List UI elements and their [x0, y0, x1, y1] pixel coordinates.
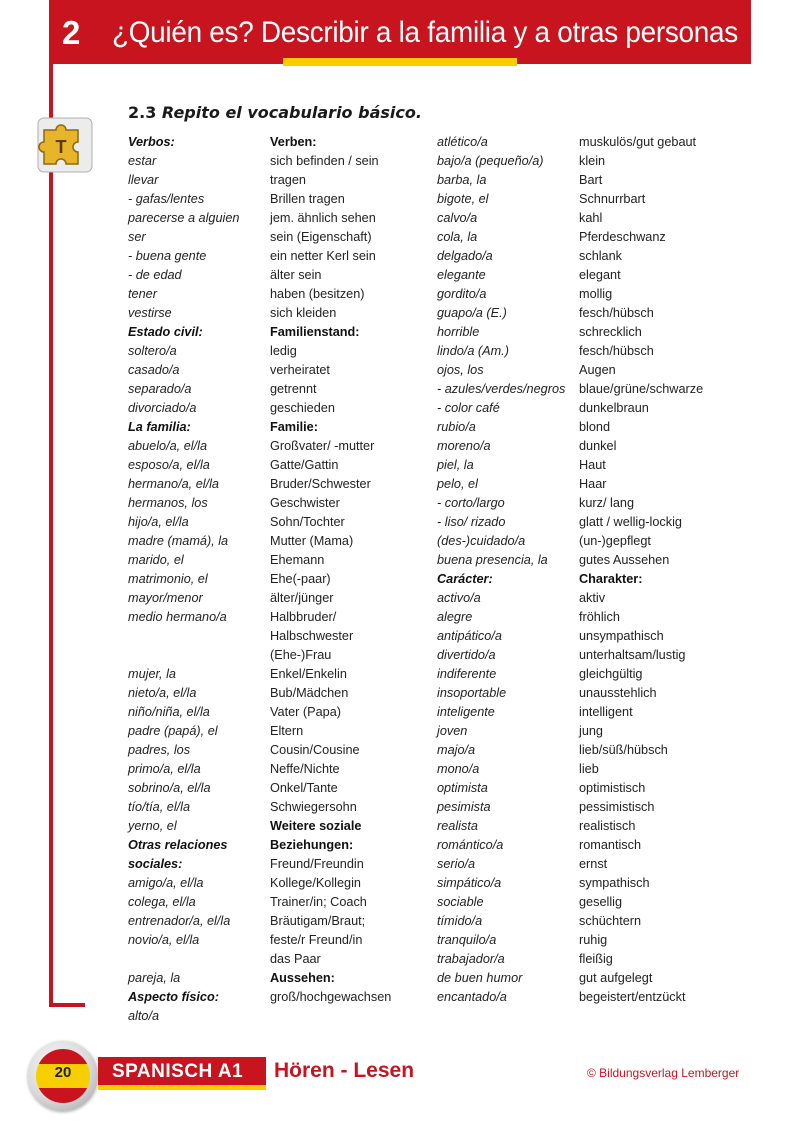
vocab-entry: schüchtern	[579, 914, 642, 928]
vocab-entry: elegant	[579, 268, 621, 282]
vocab-entry: vestirse	[128, 306, 172, 320]
vocab-entry: Schwiegersohn	[270, 800, 357, 814]
vocab-entry: sociable	[437, 895, 484, 909]
vocab-entry: realistisch	[579, 819, 636, 833]
vocab-entry: cola, la	[437, 230, 478, 244]
vocab-entry: Großvater/ -mutter	[270, 439, 375, 453]
vocab-column-spanish-2	[437, 133, 565, 1007]
vocab-entry: fleißig	[579, 952, 613, 966]
vocab-entry: divorciado/a	[128, 401, 197, 415]
vocab-category-heading: Weitere soziale	[270, 819, 362, 833]
vocab-entry: Bräutigam/Braut;	[270, 914, 366, 928]
vocab-entry: gesellig	[579, 895, 623, 909]
vocab-entry: pesimista	[437, 800, 491, 814]
vocab-entry: Schnurrbart	[579, 192, 646, 206]
vocab-entry: esposo/a, el/la	[128, 458, 210, 472]
vocab-entry: indiferente	[437, 667, 497, 681]
vocab-entry: gutes Aussehen	[579, 553, 670, 567]
vocab-entry: bigote, el	[437, 192, 489, 206]
vocab-entry: groß/hochgewachsen	[270, 990, 392, 1004]
vocab-entry: llevar	[128, 173, 159, 187]
vocab-entry: majo/a	[437, 743, 476, 757]
vocab-entry: - color café	[437, 401, 500, 415]
vocab-column-spanish-1	[128, 133, 239, 1026]
vocab-entry: Bruder/Schwester	[270, 477, 371, 491]
vocab-entry: dunkel	[579, 439, 617, 453]
vocab-entry: ernst	[579, 857, 608, 871]
vocab-entry: (un-)gepflegt	[579, 534, 651, 548]
vocab-entry: - gafas/lentes	[128, 192, 205, 206]
vocab-entry: Haut	[579, 458, 606, 472]
vocab-category-heading: Otras relaciones	[128, 838, 228, 852]
left-frame-line	[49, 64, 53, 1006]
vocab-entry: delgado/a	[437, 249, 493, 263]
vocab-column-german-2	[579, 133, 703, 1007]
vocab-category-heading: Aspecto físico:	[128, 990, 219, 1004]
vocab-entry: ein netter Kerl sein	[270, 249, 376, 263]
vocab-entry: soltero/a	[128, 344, 177, 358]
vocab-entry: schrecklich	[579, 325, 642, 339]
vocab-entry: begeistert/entzückt	[579, 990, 686, 1004]
section-heading	[128, 103, 422, 122]
vocab-entry: Ehe(-paar)	[270, 572, 331, 586]
vocab-entry: kurz/ lang	[579, 496, 635, 510]
vocab-entry: buena presencia, la	[437, 553, 548, 567]
vocab-entry: fesch/hübsch	[579, 344, 654, 358]
vocab-entry: intelligent	[579, 705, 633, 719]
vocab-entry: unausstehlich	[579, 686, 657, 700]
vocab-entry: Bub/Mädchen	[270, 686, 349, 700]
vocab-category-heading: Familie:	[270, 420, 318, 434]
vocab-entry: blaue/grüne/schwarze	[579, 382, 704, 396]
vocab-entry: atlético/a	[437, 135, 488, 149]
vocab-entry: nieto/a, el/la	[128, 686, 197, 700]
vocab-entry: pessimistisch	[579, 800, 655, 814]
vocab-entry: tener	[128, 287, 157, 301]
vocab-entry: padres, los	[128, 743, 191, 757]
section-title-text: Repito el vocabulario básico.	[161, 103, 422, 122]
vocab-entry: Eltern	[270, 724, 304, 738]
vocab-entry: yerno, el	[128, 819, 177, 833]
vocab-entry: Kollege/Kollegin	[270, 876, 361, 890]
vocab-entry: pelo, el	[437, 477, 478, 491]
vocab-entry: unsympathisch	[579, 629, 664, 643]
vocab-entry: - buena gente	[128, 249, 207, 263]
vocab-entry: - azules/verdes/negros	[437, 382, 566, 396]
vocab-entry: Halbschwester	[270, 629, 354, 643]
vocab-category-heading: Aussehen:	[270, 971, 335, 985]
vocab-entry: tranquilo/a	[437, 933, 497, 947]
vocab-entry: simpático/a	[437, 876, 502, 890]
vocab-entry: (des-)cuidado/a	[437, 534, 526, 548]
vocab-entry: Haar	[579, 477, 607, 491]
vocab-entry: jung	[579, 724, 603, 738]
vocab-entry: de buen humor	[437, 971, 523, 985]
vocab-entry: joven	[437, 724, 468, 738]
vocab-entry: sich kleiden	[270, 306, 337, 320]
vocab-entry: muskulös/gut gebaut	[579, 135, 697, 149]
vocab-entry: realista	[437, 819, 478, 833]
vocab-entry: optimista	[437, 781, 488, 795]
vocab-entry: - corto/largo	[437, 496, 505, 510]
vocab-entry: gleichgültig	[579, 667, 643, 681]
page-number: 20	[54, 1064, 72, 1081]
vocab-entry: verheiratet	[270, 363, 330, 377]
vocab-entry: - liso/ rizado	[437, 515, 506, 529]
vocab-entry: feste/r Freund/in	[270, 933, 363, 947]
vocab-entry: unterhaltsam/lustig	[579, 648, 686, 662]
footer-yellow-stripe	[98, 1085, 266, 1090]
vocab-entry: Sohn/Tochter	[270, 515, 345, 529]
vocab-entry: - de edad	[128, 268, 182, 282]
vocab-entry: haben (besitzen)	[270, 287, 365, 301]
vocab-entry: geschieden	[270, 401, 335, 415]
vocab-entry: marido, el	[128, 553, 184, 567]
vocab-entry: novio/a, el/la	[128, 933, 200, 947]
vocab-category-heading: La familia:	[128, 420, 191, 434]
vocab-entry: mono/a	[437, 762, 480, 776]
puzzle-letter: T	[55, 137, 67, 157]
vocab-entry: inteligente	[437, 705, 495, 719]
vocab-entry: rubio/a	[437, 420, 476, 434]
vocab-entry: elegante	[437, 268, 486, 282]
vocab-entry: abuelo/a, el/la	[128, 439, 208, 453]
vocab-entry: tímido/a	[437, 914, 483, 928]
vocab-entry: barba, la	[437, 173, 487, 187]
vocab-entry: entrenador/a, el/la	[128, 914, 231, 928]
vocab-entry: Bart	[579, 173, 603, 187]
vocab-entry: piel, la	[437, 458, 474, 472]
puzzle-icon	[36, 116, 94, 174]
vocab-category-heading: Familienstand:	[270, 325, 360, 339]
vocab-entry: älter/jünger	[270, 591, 334, 605]
vocab-entry: mayor/menor	[128, 591, 203, 605]
vocab-entry: pareja, la	[128, 971, 181, 985]
vocab-entry: madre (mamá), la	[128, 534, 229, 548]
vocab-entry: sympathisch	[579, 876, 650, 890]
vocab-entry: Onkel/Tante	[270, 781, 338, 795]
vocab-entry: bajo/a (pequeño/a)	[437, 154, 544, 168]
vocab-entry: glatt / wellig-lockig	[579, 515, 682, 529]
vocab-entry: Pferdeschwanz	[579, 230, 666, 244]
vocab-entry: hijo/a, el/la	[128, 515, 189, 529]
vocab-entry: trabajador/a	[437, 952, 505, 966]
vocab-entry: lieb/süß/hübsch	[579, 743, 668, 757]
vocab-entry: lindo/a (Am.)	[437, 344, 509, 358]
bottom-frame-tick	[49, 1003, 85, 1007]
vocab-entry: optimistisch	[579, 781, 646, 795]
vocab-entry: Neffe/Nichte	[270, 762, 340, 776]
vocab-entry: tío/tía, el/la	[128, 800, 191, 814]
vocab-entry: encantado/a	[437, 990, 507, 1004]
vocab-entry: antipático/a	[437, 629, 502, 643]
vocab-entry: padre (papá), el	[128, 724, 218, 738]
vocab-entry: fröhlich	[579, 610, 620, 624]
vocab-entry: colega, el/la	[128, 895, 196, 909]
vocab-entry: klein	[579, 154, 606, 168]
vocab-entry: moreno/a	[437, 439, 491, 453]
vocab-entry: medio hermano/a	[128, 610, 227, 624]
vocab-entry: Vater (Papa)	[270, 705, 341, 719]
vocab-entry: Gatte/Gattin	[270, 458, 339, 472]
vocab-entry: Halbbruder/	[270, 610, 337, 624]
vocab-entry: insoportable	[437, 686, 507, 700]
vocab-entry: serio/a	[437, 857, 476, 871]
vocab-entry: mujer, la	[128, 667, 176, 681]
vocab-entry	[128, 646, 239, 665]
vocab-entry: gut aufgelegt	[579, 971, 653, 985]
vocab-entry: Freund/Freundin	[270, 857, 364, 871]
vocab-entry: romantisch	[579, 838, 642, 852]
vocab-entry: niño/niña, el/la	[128, 705, 210, 719]
chapter-number: 2	[62, 14, 81, 51]
vocab-category-heading: Estado civil:	[128, 325, 203, 339]
vocab-entry: alegre	[437, 610, 473, 624]
footer-brand: SPANISCH A1	[112, 1061, 244, 1082]
vocab-entry: Cousin/Cousine	[270, 743, 360, 757]
vocab-column-german-1	[270, 133, 391, 1007]
vocab-entry: lieb	[579, 762, 599, 776]
vocab-entry: matrimonio, el	[128, 572, 208, 586]
vocab-entry: getrennt	[270, 382, 317, 396]
vocab-entry: blond	[579, 420, 611, 434]
vocab-entry	[128, 950, 239, 969]
vocab-category-heading: Charakter:	[579, 572, 643, 586]
footer-subtitle: Hören - Lesen	[274, 1059, 415, 1082]
vocab-entry: jem. ähnlich sehen	[270, 211, 376, 225]
vocab-category-heading: Verbos:	[128, 135, 175, 149]
vocab-entry: Trainer/in; Coach	[270, 895, 367, 909]
vocab-entry: sich befinden / sein	[270, 154, 379, 168]
vocab-entry: kahl	[579, 211, 603, 225]
vocab-entry: ruhig	[579, 933, 608, 947]
vocab-entry: guapo/a (E.)	[437, 306, 507, 320]
vocab-entry: sobrino/a, el/la	[128, 781, 211, 795]
vocab-entry: estar	[128, 154, 157, 168]
vocab-entry: separado/a	[128, 382, 192, 396]
vocab-entry: amigo/a, el/la	[128, 876, 204, 890]
chapter-title: ¿Quién es? Describir a la familia y a otras personas	[112, 16, 738, 49]
vocab-entry: ledig	[270, 344, 297, 358]
footer-copyright: © Bildungsverlag Lemberger	[587, 1066, 740, 1080]
vocab-entry: Ehemann	[270, 553, 325, 567]
vocab-category-heading: sociales:	[128, 857, 183, 871]
vocab-entry: gordito/a	[437, 287, 487, 301]
vocab-entry: älter sein	[270, 268, 322, 282]
vocab-entry: Augen	[579, 363, 616, 377]
vocab-entry: (Ehe-)Frau	[270, 648, 332, 662]
vocab-entry: horrible	[437, 325, 480, 339]
vocab-entry: sein (Eigenschaft)	[270, 230, 372, 244]
vocab-entry: das Paar	[270, 952, 321, 966]
vocab-entry	[128, 627, 239, 646]
vocab-entry: romántico/a	[437, 838, 504, 852]
vocab-entry: fesch/hübsch	[579, 306, 654, 320]
vocab-entry: ser	[128, 230, 146, 244]
vocab-entry: hermano/a, el/la	[128, 477, 219, 491]
vocab-entry: aktiv	[579, 591, 606, 605]
vocab-entry: Geschwister	[270, 496, 340, 510]
vocab-entry: divertido/a	[437, 648, 496, 662]
header-yellow-stripe	[283, 58, 517, 66]
vocab-entry: calvo/a	[437, 211, 478, 225]
vocab-entry: ojos, los	[437, 363, 484, 377]
vocab-entry: Mutter (Mama)	[270, 534, 354, 548]
vocab-entry: schlank	[579, 249, 623, 263]
vocab-entry: parecerse a alguien	[128, 211, 240, 225]
vocab-category-heading: Verben:	[270, 135, 317, 149]
vocab-entry: hermanos, los	[128, 496, 208, 510]
vocab-entry: activo/a	[437, 591, 481, 605]
vocab-entry: tragen	[270, 173, 306, 187]
vocab-entry: Enkel/Enkelin	[270, 667, 347, 681]
vocab-entry: casado/a	[128, 363, 180, 377]
section-number: 2.3	[128, 103, 157, 122]
vocab-entry: dunkelbraun	[579, 401, 649, 415]
vocab-entry: mollig	[579, 287, 613, 301]
vocab-category-heading: Carácter:	[437, 572, 493, 586]
vocab-category-heading: Beziehungen:	[270, 838, 354, 852]
vocab-entry: primo/a, el/la	[128, 762, 201, 776]
vocab-entry: Brillen tragen	[270, 192, 345, 206]
vocab-entry: alto/a	[128, 1009, 160, 1023]
